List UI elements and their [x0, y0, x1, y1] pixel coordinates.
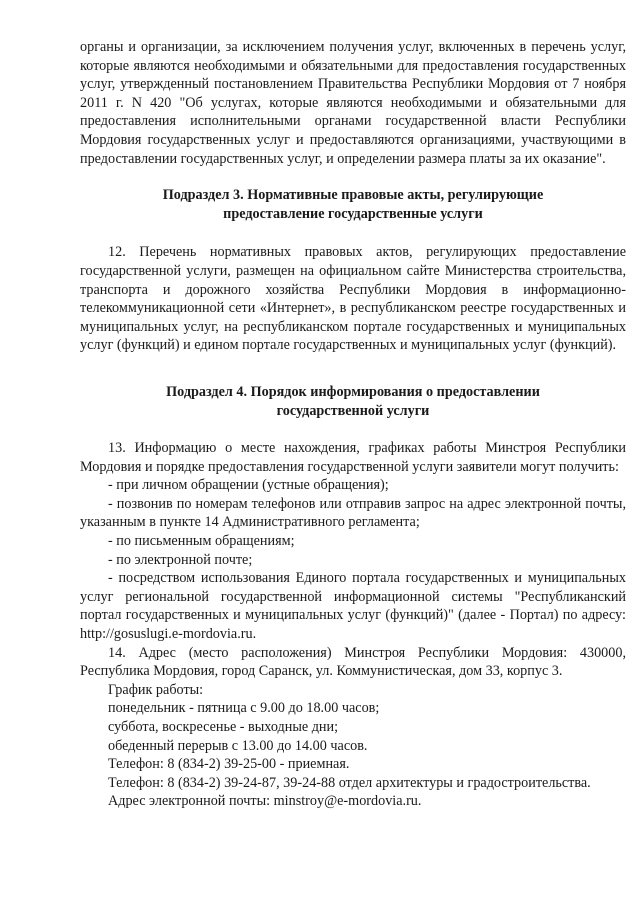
paragraph-13: 13. Информацию о месте нахождения, графиках работы Минстроя Республики Мордовия и порядке предоставления государственной услуги заявители могут получить:: [80, 440, 626, 475]
document-body: [80, 38, 626, 811]
subsection-3-heading: [80, 186, 626, 223]
schedule-title: График работы:: [108, 681, 204, 698]
schedule-item: обеденный перерыв с 13.00 до 14.00 часов.: [108, 737, 368, 754]
list-item: - посредством использования Единого портала государственных и муниципальных услуг региональной государственной информационной системы "Республиканский портал государственных и муниципальных услуг (функций)" (далее - Портал) по адресу: http://gosuslugi.e-mordovia.ru.: [80, 570, 626, 643]
schedule-list: [80, 699, 626, 755]
phone-architecture: Телефон: 8 (834-2) 39-24-87, 39-24-88 отдел архитектуры и градостроительства.: [108, 774, 591, 791]
paragraph-14: 14. Адрес (место расположения) Минстроя Республики Мордовия: 430000, Республика Мордовия, город Саранск, ул. Коммунистическая, дом 33, корпус 3.: [80, 644, 626, 680]
subsection-4-title-line2: государственной услуги: [276, 402, 430, 419]
subsection-3-title-line2: предоставление государственные услуги: [223, 205, 483, 222]
phone-reception: Телефон: 8 (834-2) 39-25-00 - приемная.: [108, 756, 350, 773]
subsection-3-title-line1: Подраздел 3. Нормативные правовые акты, регулирующие: [162, 187, 544, 204]
subsection-4-heading: [80, 383, 626, 420]
contact-methods-list: [80, 476, 626, 643]
list-item: - по электронной почте;: [108, 551, 253, 568]
paragraph-12: 12. Перечень нормативных правовых актов, регулирующих предоставление государственной услуги, размещен на официальном сайте Министерства строительства, транспорта и дорожного хозяйства Республики Мордовия в информационно-телекоммуникационной сети «Интернет», в республиканском реестре государственных и муниципальных услуг, на республиканском портале государственных и муниципальных услуг (функций) и едином портале государственных и муниципальных услуг (функций).: [80, 244, 626, 354]
intro-paragraph: органы и организации, за исключением получения услуг, включенных в перечень услуг, которые являются необходимыми и обязательными для предоставления государственных услуг, утвержденный постановлением Правительства Республики Мордовия от 7 ноября 2011 г. N 420 "Об услугах, которые являются необходимыми и обязательными для предоставления исполнительными органами государственной власти Республики Мордовия государственных услуг и предоставляются организациями, участвующими в предоставлении государственных услуг, и определении размера платы за их оказание".: [80, 39, 626, 167]
list-item: - при личном обращении (устные обращения);: [108, 477, 389, 494]
list-item: - позвонив по номерам телефонов или отправив запрос на адрес электронной почты, указанным в пункте 14 Административного регламента;: [80, 495, 626, 531]
list-item: - по письменным обращениям;: [108, 533, 295, 550]
email-address: Адрес электронной почты: minstroy@e-mordovia.ru.: [108, 793, 422, 810]
subsection-4-title-line1: Подраздел 4. Порядок информирования о предоставлении: [166, 383, 540, 400]
schedule-item: понедельник - пятница с 9.00 до 18.00 часов;: [108, 700, 380, 717]
schedule-item: суббота, воскресенье - выходные дни;: [108, 719, 339, 735]
